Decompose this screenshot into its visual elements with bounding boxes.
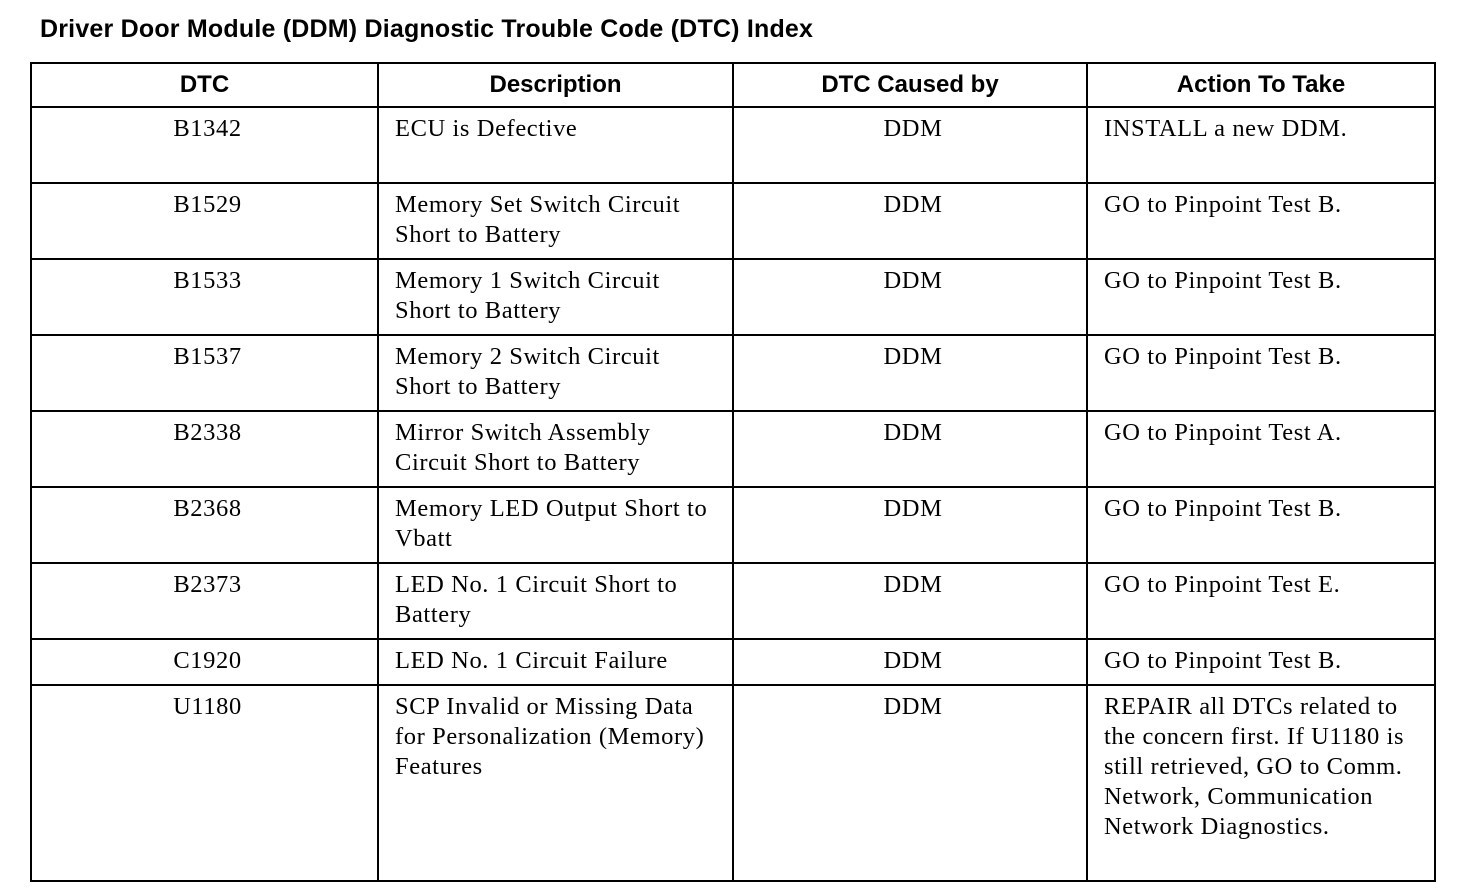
dtc-description: Mirror Switch Assembly Circuit Short to Battery	[378, 411, 733, 487]
table-row	[31, 335, 1435, 411]
header-dtc: DTC	[31, 63, 378, 107]
dtc-action: GO to Pinpoint Test B.	[1087, 335, 1435, 411]
dtc-action: GO to Pinpoint Test B.	[1087, 259, 1435, 335]
dtc-action: INSTALL a new DDM.	[1087, 107, 1435, 183]
dtc-caused-by: DDM	[733, 685, 1087, 881]
header-caused-by: DTC Caused by	[733, 63, 1087, 107]
table-row	[31, 639, 1435, 685]
dtc-caused-by: DDM	[733, 335, 1087, 411]
dtc-action: GO to Pinpoint Test B.	[1087, 183, 1435, 259]
dtc-caused-by: DDM	[733, 259, 1087, 335]
dtc-code: U1180	[31, 685, 378, 881]
dtc-code: B2373	[31, 563, 378, 639]
dtc-description: Memory LED Output Short to Vbatt	[378, 487, 733, 563]
dtc-code: B1533	[31, 259, 378, 335]
table-row	[31, 107, 1435, 183]
dtc-caused-by: DDM	[733, 487, 1087, 563]
dtc-code: B1342	[31, 107, 378, 183]
page-title: Driver Door Module (DDM) Diagnostic Trouble Code (DTC) Index	[40, 15, 814, 43]
dtc-caused-by: DDM	[733, 183, 1087, 259]
dtc-code: B1529	[31, 183, 378, 259]
dtc-code: B2368	[31, 487, 378, 563]
table-row	[31, 685, 1435, 881]
header-description: Description	[378, 63, 733, 107]
dtc-description: LED No. 1 Circuit Short to Battery	[378, 563, 733, 639]
dtc-caused-by: DDM	[733, 107, 1087, 183]
header-action: Action To Take	[1087, 63, 1435, 107]
dtc-description: LED No. 1 Circuit Failure	[378, 639, 733, 685]
dtc-action: GO to Pinpoint Test B.	[1087, 639, 1435, 685]
dtc-description: Memory 1 Switch Circuit Short to Battery	[378, 259, 733, 335]
dtc-code: B1537	[31, 335, 378, 411]
dtc-caused-by: DDM	[733, 411, 1087, 487]
dtc-action: GO to Pinpoint Test E.	[1087, 563, 1435, 639]
dtc-description: Memory 2 Switch Circuit Short to Battery	[378, 335, 733, 411]
dtc-code: C1920	[31, 639, 378, 685]
table-row	[31, 411, 1435, 487]
dtc-description: ECU is Defective	[378, 107, 733, 183]
dtc-action: GO to Pinpoint Test A.	[1087, 411, 1435, 487]
table-row	[31, 563, 1435, 639]
dtc-index-table	[30, 62, 1436, 882]
dtc-description: Memory Set Switch Circuit Short to Battery	[378, 183, 733, 259]
table-header-row	[31, 63, 1435, 107]
dtc-code: B2338	[31, 411, 378, 487]
table-row	[31, 487, 1435, 563]
dtc-caused-by: DDM	[733, 639, 1087, 685]
dtc-caused-by: DDM	[733, 563, 1087, 639]
dtc-description: SCP Invalid or Missing Data for Personalization (Memory) Features	[378, 685, 733, 881]
dtc-action: GO to Pinpoint Test B.	[1087, 487, 1435, 563]
table-row	[31, 183, 1435, 259]
table-row	[31, 259, 1435, 335]
dtc-action: REPAIR all DTCs related to the concern first. If U1180 is still retrieved, GO to Comm. Network, Communication Network Diagnostics.	[1087, 685, 1435, 881]
